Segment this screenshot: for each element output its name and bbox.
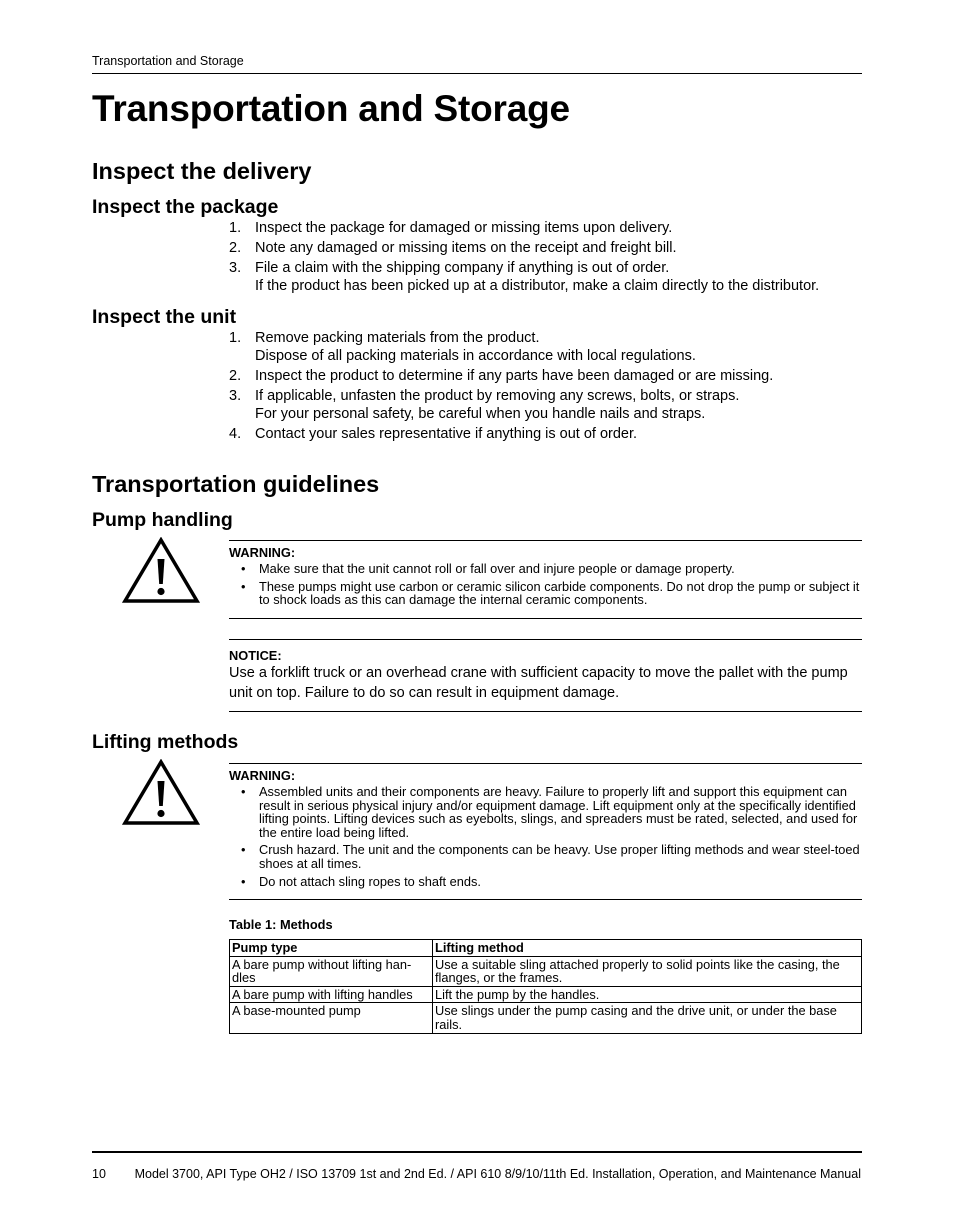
list-item	[229, 875, 862, 889]
warning-text: These pumps might use carbon or ceramic silicon carbide components. Do not drop the pump or subject it to shock loads as this can damage the internal ceramic components.	[259, 578, 860, 608]
running-header: Transportation and Storage	[92, 54, 244, 68]
list-item	[229, 367, 859, 385]
step-subtext: For your personal safety, be careful when you handle nails and straps.	[255, 406, 706, 422]
table-caption: Table 1: Methods	[229, 917, 333, 932]
step-text: Inspect the product to determine if any parts have been damaged or are missing.	[255, 368, 774, 384]
warning-triangle-icon	[122, 537, 200, 605]
warning-bottom-rule	[229, 618, 862, 619]
package-steps-list	[229, 219, 859, 297]
step-text: Contact your sales representative if anything is out of order.	[255, 426, 638, 442]
section-heading-inspect-delivery: Inspect the delivery	[92, 158, 312, 184]
list-item	[229, 425, 859, 443]
warning-text: Do not attach sling ropes to shaft ends.	[259, 873, 481, 889]
list-item	[229, 843, 862, 870]
warning-list	[229, 785, 862, 888]
notice-top-rule	[229, 639, 862, 640]
table-header-row	[230, 940, 862, 957]
step-text: Inspect the package for damaged or missing items upon delivery.	[255, 220, 673, 236]
step-text: Note any damaged or missing items on the receipt and freight bill.	[255, 240, 677, 256]
list-item	[229, 329, 859, 365]
step-subtext: If the product has been picked up at a distributor, make a claim directly to the distributor.	[255, 278, 820, 294]
warning-bottom-rule	[229, 899, 862, 900]
table-cell: A base-mounted pump	[230, 1003, 433, 1034]
bullet: •	[241, 842, 246, 858]
notice-title: NOTICE:	[229, 648, 282, 663]
bullet: •	[241, 784, 246, 799]
warning-text: Assembled units and their components are heavy. Failure to properly lift and support this equipment can result in serious physical injury and/or equipment damage. Lift equipment only at the specifically identified lifting points. Lifting devices such as eyebolts, slings, and spreaders must be rated, selected, and used for the entire load being lifted.	[259, 784, 858, 840]
step-subtext: Dispose of all packing materials in accordance with local regulations.	[255, 348, 696, 364]
step-text: If applicable, unfasten the product by removing any screws, bolts, or straps.	[255, 388, 740, 404]
step-number: 1.	[229, 220, 242, 236]
table-cell: A bare pump without lifting han-dles	[230, 956, 433, 986]
step-number: 1.	[229, 330, 242, 346]
table-row	[230, 986, 862, 1003]
table-cell: Lift the pump by the handles.	[433, 986, 862, 1003]
step-number: 3.	[229, 388, 242, 404]
warning-text: Make sure that the unit cannot roll or fall over and injure people or damage property.	[259, 561, 735, 576]
footer-rule	[92, 1151, 862, 1153]
table-row	[230, 956, 862, 986]
list-item	[229, 387, 859, 423]
step-number: 2.	[229, 240, 242, 256]
step-number: 2.	[229, 368, 242, 384]
subsection-heading-lifting-methods: Lifting methods	[92, 731, 239, 753]
list-item	[229, 562, 862, 576]
step-text: Remove packing materials from the product.	[255, 330, 540, 346]
header-rule	[92, 73, 862, 74]
warning-title: WARNING:	[229, 545, 296, 560]
table-cell: A bare pump with lifting handles	[230, 986, 433, 1003]
unit-steps-list	[229, 329, 859, 445]
bullet: •	[241, 578, 246, 594]
warning-triangle-icon	[122, 759, 200, 827]
bullet: •	[241, 561, 246, 576]
page-title: Transportation and Storage	[92, 88, 570, 129]
step-text: File a claim with the shipping company if anything is out of order.	[255, 260, 670, 276]
warning-list	[229, 562, 862, 607]
step-number: 4.	[229, 426, 242, 442]
subsection-heading-pump-handling: Pump handling	[92, 509, 233, 531]
notice-bottom-rule	[229, 711, 862, 712]
table-cell: Use a suitable sling attached properly to solid points like the casing, the flanges, or the frames.	[433, 956, 862, 986]
bullet: •	[241, 873, 246, 889]
list-item	[229, 580, 862, 607]
page-number: 10	[92, 1167, 106, 1181]
notice-text: Use a forklift truck or an overhead crane with sufficient capacity to move the pallet with the pump unit on top. Failure to do so can result in equipment damage.	[229, 665, 848, 701]
section-heading-transportation: Transportation guidelines	[92, 471, 380, 497]
warning-block-lifting	[229, 763, 862, 892]
notice-block	[229, 639, 862, 703]
warning-block-pump-handling	[229, 540, 862, 611]
warning-text: Crush hazard. The unit and the components can be heavy. Use proper lifting methods and wear steel-toed shoes at all times.	[259, 842, 860, 871]
subsection-heading-inspect-package: Inspect the package	[92, 196, 279, 218]
footer-text: Model 3700, API Type OH2 / ISO 13709 1st and 2nd Ed. / API 610 8/9/10/11th Ed. Installation, Operation, and Maintenance Manual	[134, 1167, 861, 1181]
warning-top-rule	[229, 763, 862, 764]
list-item	[229, 219, 859, 237]
warning-title: WARNING:	[229, 768, 296, 783]
table-cell: Use slings under the pump casing and the drive unit, or under the base rails.	[433, 1003, 862, 1034]
column-header-pump-type: Pump type	[230, 940, 433, 957]
warning-top-rule	[229, 540, 862, 541]
table-row	[230, 1003, 862, 1034]
list-item	[229, 785, 862, 839]
column-header-lifting-method: Lifting method	[433, 940, 862, 957]
lifting-methods-table	[229, 939, 862, 1034]
list-item	[229, 239, 859, 257]
list-item	[229, 259, 859, 295]
subsection-heading-inspect-unit: Inspect the unit	[92, 306, 237, 328]
step-number: 3.	[229, 260, 242, 276]
